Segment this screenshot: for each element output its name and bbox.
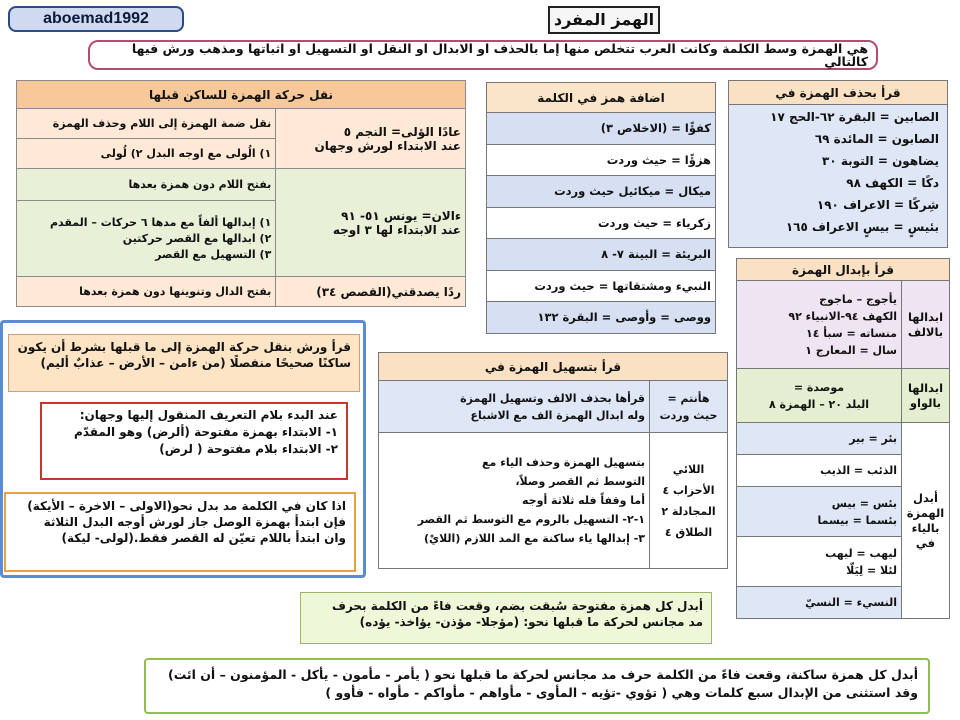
ibdal-alif-values: يأجوج – ماجوج الكهف ٩٤-الانبياء ٩٢ منساته = سبأ ١٤ سال = المعارج ١ [737, 281, 902, 369]
tashil-r1-label: هأنتم = حيث وردت [650, 381, 728, 433]
hadhf-line: الصابون = المائدة ٦٩ [814, 132, 939, 146]
mu-ibdal-note: أبدل كل همزة مفتوحة سُبقت بضم، وقعت فاءً من الكلمة بحرف مد مجانس لحركة ما قبلها نحو: (مؤجلا- مؤذن- يؤاخذ- يؤده) [300, 592, 712, 644]
tashil-header: قرأ بتسهيل الهمزة في [379, 353, 728, 381]
author-label: aboemad1992 [8, 6, 184, 32]
idafa-row: زكرياء = حيث وردت [487, 207, 716, 239]
ibdal-ya-row: الذئب = الذيب [737, 455, 902, 487]
ibdal-ya-row: بئر = بير [737, 423, 902, 455]
naql-row1-left: عادًا الؤلى= النجم ٥ عند الابتداء لورش وجهان [276, 109, 466, 169]
hadhf-line: شِركًا = الاعراف ١٩٠ [816, 198, 939, 212]
idafa-header: اضافة همز في الكلمة [487, 83, 716, 113]
ibdal-alif-label: ابدالها بالالف [902, 281, 950, 369]
ibdal-waw-label: ابدالها بالواو [902, 369, 950, 423]
madd-note: اذا كان في الكلمة مد بدل نحو(الاولى – الاخرة – الأيكة) فإن ابتدأ بهمزة الوصل جاز لورش أوجه البدل الثلاثة وان ابتدأ باللام تعيّن له القصر فقط.(لولى- ليكة) [4, 492, 356, 572]
naql-row2-left: ءالان= يونس ٥١- ٩١ عند الابتداء لها ٣ اوجه [276, 169, 466, 277]
naql-row2-a: بفتح اللام دون همزة بعدها [17, 169, 276, 201]
hadhf-box [728, 80, 948, 248]
naql-row1-b: ١) الُولى مع اوجه البدل ٢) لُولى [17, 139, 276, 169]
ibdal-header: قرأ بإبدال الهمزة [737, 259, 950, 281]
tashil-r2-text: بتسهيل الهمزة وحذف الياء مع التوسط ثم القصر وصلاً، أما وقفاً فله ثلاثة أوجه ١-٢- التسهيل بالروم مع التوسط ثم القصر ٣- إبدالها ياء ساكنة مع المد اللازم (اللايْ) [379, 433, 650, 569]
page-title: الهمز المفرد [548, 6, 660, 34]
idafa-row: ميكال = ميكائيل حيث وردت [487, 176, 716, 208]
naql-row2-b: ١) إبدالها ألفاً مع مدها ٦ حركات – المقدم ٢) ابدالها مع القصر حركتين ٣) التسهيل مع القصر [17, 201, 276, 277]
ibdal-table [736, 258, 950, 619]
idafa-row: البريئة = البينة ٧- ٨ [487, 239, 716, 271]
bad-note: عند البدء بلام التعريف المنقول إليها وجهان: ١- الابتداء بهمزة مفتوحة (ألرض) وهو المقدّم ٢- الابتداء بلام مفتوحة ( لرض) [40, 402, 348, 480]
ibdal-ya-row: ليهب = ليهب لئلا = لِيَلّا [737, 537, 902, 587]
hadhf-line: الصابين = البقرة ٦٢-الحج ١٧ [770, 110, 939, 124]
ibdal-ya-row: النسيء = النسيّ [737, 587, 902, 619]
naql-row3-a: بفتح الدال وتنوينها دون همزة بعدها [17, 277, 276, 307]
idafa-table [486, 82, 716, 334]
naql-header: نقل حركة الهمزة للساكن قبلها [17, 81, 466, 109]
idafa-row: ووصى = وأوصى = البقرة ١٣٢ [487, 302, 716, 334]
ibdal-waw-values: موصدة = البلد ٢٠ – الهمزة ٨ [737, 369, 902, 423]
naql-row3-left: ردًا يصدقني(القصص ٣٤) [276, 277, 466, 307]
tashil-r1-text: قرأها بحذف الالف وتسهيل الهمزة وله ابدال الهمزة الف مع الاشباع [379, 381, 650, 433]
hadhf-header: قرأ بحذف الهمزة في [729, 81, 947, 105]
idafa-row: كفؤًا = (الاخلاص ٣) [487, 113, 716, 145]
intro-text: هي الهمزة وسط الكلمة وكانت العرب تتخلص منها إما بالحذف او الابدال او النقل او التسهيل او اثباتها ومذهب ورش فيها كالتالي [88, 40, 878, 70]
idafa-row: هزؤًا = حيث وردت [487, 144, 716, 176]
naql-table [16, 80, 466, 307]
hadhf-line: دكًا = الكهف ٩٨ [846, 176, 939, 190]
hadhf-line: بئيسٍ = بيسٍ الاعراف ١٦٥ [785, 220, 939, 234]
naql-row1-a: نقل ضمة الهمزة إلى اللام وحذف الهمزة [17, 109, 276, 139]
hadhf-line: يضاهون = التوبة ٣٠ [822, 154, 939, 168]
sakina-ibdal-note: أبدل كل همزة ساكنة، وقعت فاءً من الكلمة حرف مد مجانس لحركة ما قبلها نحو ( يأمر - مأمون - يأكل - المؤمنون – أن ائت) وقد استثنى من الإبدال سبع كلمات وهي ( تؤوي -تؤيه - المأوى - مأواهم - مأواكم - مأواه - فأوو ) [144, 658, 930, 714]
ibdal-ya-row: بئس = بيس بئسما = بيسما [737, 487, 902, 537]
tashil-table [378, 352, 728, 569]
tashil-r2-labels: اللائي الأحزاب ٤ المجادلة ٢ الطلاق ٤ [650, 433, 728, 569]
idafa-row: النبيء ومشتقاتها = حيث وردت [487, 270, 716, 302]
ibdal-ya-label: أبدل الهمزة بالياء في [902, 423, 950, 619]
warsh-naql-note: قرأ ورش بنقل حركة الهمزة إلى ما قبلها بشرط أن يكون ساكنًا صحيحًا منفصلًا (من ءامن – الأرض – عذابٌ أليم) [8, 334, 360, 392]
